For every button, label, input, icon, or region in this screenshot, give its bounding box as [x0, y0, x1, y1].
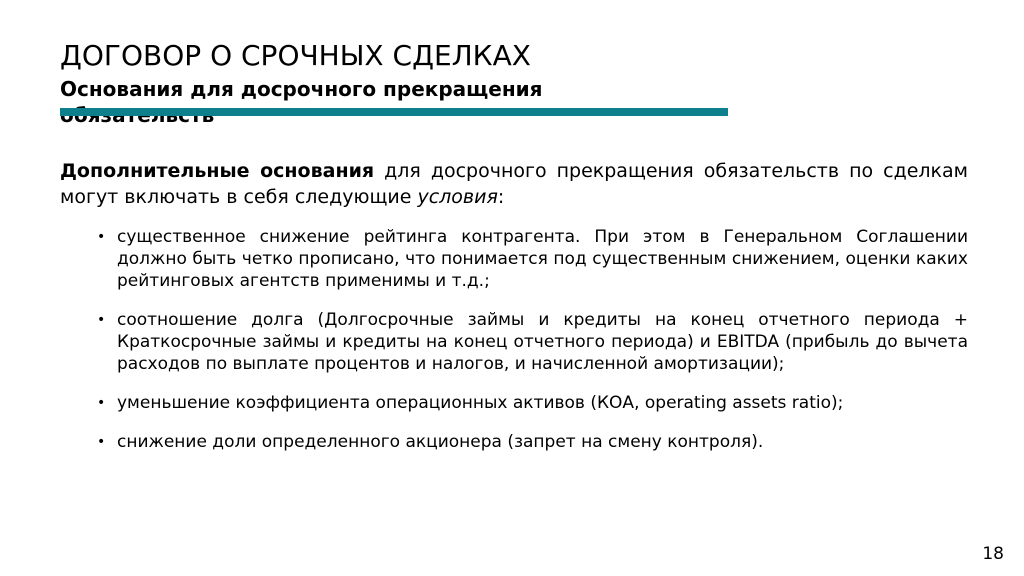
list-item-text: соотношение долга (Долгосрочные займы и кредиты на конец отчетного периода + Краткосрочные займы и кредиты на конец отчетного периода) и EBITDA (прибыль до вычета расходов по выплате процентов и налогов, и начисленной амортизации); [117, 310, 968, 374]
intro-paragraph [60, 158, 968, 210]
subtitle-container [60, 76, 660, 106]
bullet-icon: • [97, 312, 106, 328]
bullet-icon: • [97, 395, 106, 411]
intro-italic-text: условия [417, 186, 498, 208]
intro-bold-text: Дополнительные основания [60, 160, 375, 182]
page-number: 18 [982, 544, 1004, 564]
list-item [97, 392, 968, 414]
bullet-icon: • [97, 229, 106, 245]
slide-title: ДОГОВОР О СРОЧНЫХ СДЕЛКАХ [60, 39, 531, 72]
list-item [97, 431, 968, 453]
intro-text: для досрочного прекращения обязательств по сделкам могут включать в себя следующие [60, 160, 968, 208]
list-item [97, 309, 968, 375]
list-item-text: снижение доли определенного акционера (запрет на смену контроля). [117, 432, 764, 452]
intro-end-text: : [497, 186, 505, 208]
slide-subtitle: Основания для досрочного прекращения [60, 77, 543, 101]
list-item [97, 226, 968, 292]
list-item-text: существенное снижение рейтинга контрагента. При этом в Генеральном Соглашении должно быть четко прописано, что понимается под существенным снижением, оценки каких рейтинговых агентств применимы и т.д.; [117, 227, 968, 291]
accent-bar [60, 108, 728, 116]
conditions-list [97, 226, 968, 470]
list-item-text: уменьшение коэффициента операционных активов (КОА, operating assets ratio); [117, 393, 844, 413]
bullet-icon: • [97, 434, 106, 450]
